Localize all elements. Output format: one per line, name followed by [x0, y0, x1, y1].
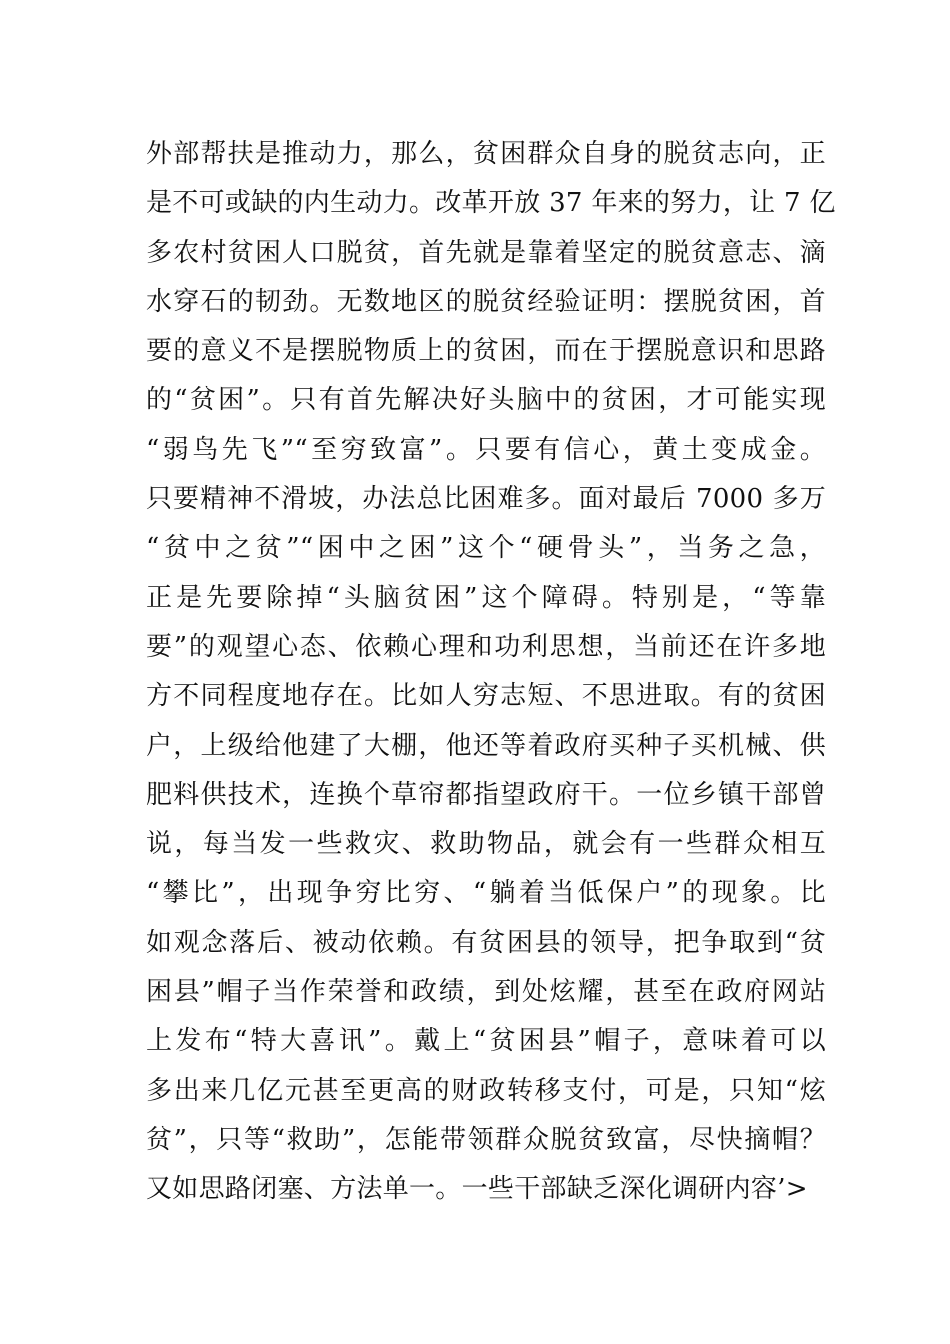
text-line: 如观念落后、被动依赖。有贫困县的领导，把争取到“贫 [146, 927, 826, 958]
text-line: 上发布“特大喜讯”。戴上“贫困县”帽子，意味着可以 [146, 1026, 826, 1057]
text-line: 困县”帽子当作荣誉和政绩，到处炫耀，甚至在政府网站 [146, 977, 826, 1008]
text-line: 正是先要除掉“头脑贫困”这个障碍。特别是，“等靠 [146, 582, 826, 613]
text-line: 是不可或缺的内生动力。改革开放 37 年来的努力，让 7 亿 [146, 188, 836, 219]
text-line: 户，上级给他建了大棚，他还等着政府买种子买机械、供 [146, 730, 826, 761]
text-line: 说，每当发一些救灾、救助物品，就会有一些群众相互 [146, 829, 826, 860]
text-line: “贫中之贫”“困中之困”这个“硬骨头”，当务之急， [146, 533, 826, 564]
text-line: 贫”，只等“救助”，怎能带领群众脱贫致富，尽快摘帽？ [146, 1124, 826, 1155]
text-line: “攀比”，出现争穷比穷、“躺着当低保户”的现象。比 [146, 878, 826, 909]
text-line: 又如思路闭塞、方法单一。一些干部缺乏深化调研内容’> [146, 1174, 808, 1205]
text-line: 要的意义不是摆脱物质上的贫困，而在于摆脱意识和思路 [146, 336, 826, 367]
text-line: 要”的观望心态、依赖心理和功利思想，当前还在许多地 [146, 631, 826, 662]
text-line: 多出来几亿元甚至更高的财政转移支付，可是，只知“炫 [146, 1075, 826, 1106]
text-line: 的“贫困”。只有首先解决好头脑中的贫困，才可能实现 [146, 385, 826, 416]
text-line: 多农村贫困人口脱贫，首先就是靠着坚定的脱贫意志、滴 [146, 237, 826, 268]
text-line: 外部帮扶是推动力，那么，贫困群众自身的脱贫志向，正 [146, 139, 826, 169]
text-line: 方不同程度地存在。比如人穷志短、不思进取。有的贫困 [146, 681, 826, 712]
text-line: 肥料供技术，连换个草帘都指望政府干。一位乡镇干部曾 [146, 779, 826, 810]
text-line: 水穿石的韧劲。无数地区的脱贫经验证明：摆脱贫困，首 [146, 286, 826, 317]
text-line: “弱鸟先飞”“至穷致富”。只要有信心，黄土变成金。 [146, 434, 826, 465]
text-line: 只要精神不滑坡，办法总比困难多。面对最后 7000 多万 [146, 484, 826, 515]
body-paragraph [146, 130, 836, 1215]
